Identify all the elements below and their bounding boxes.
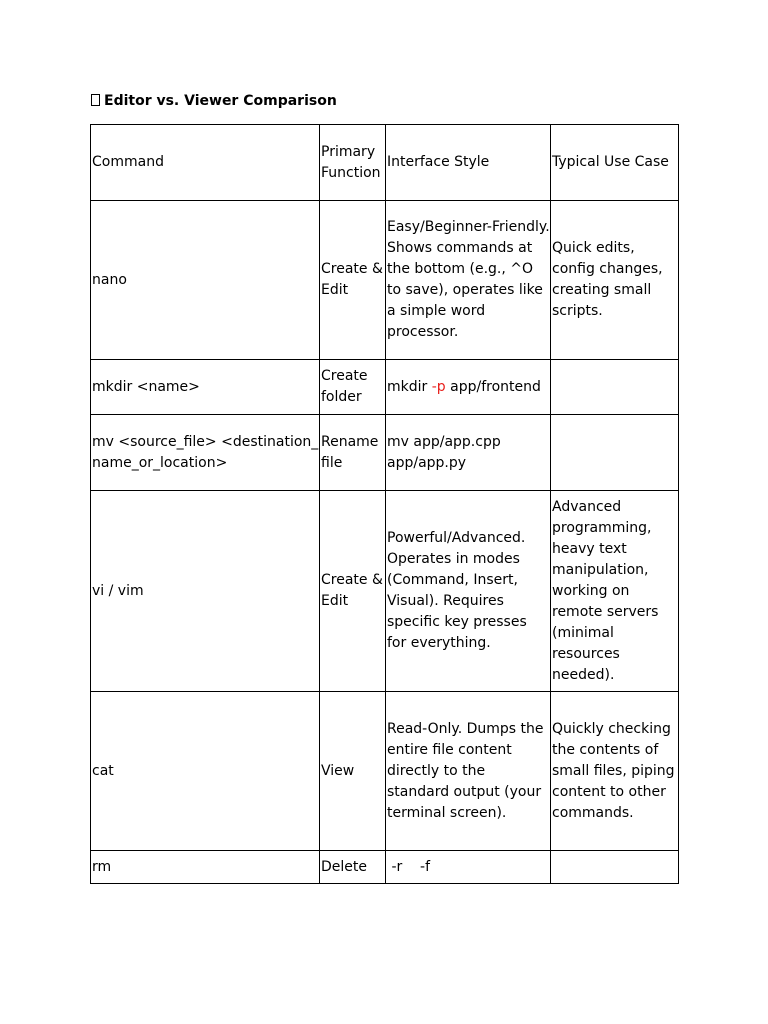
- cell-interface: [386, 360, 551, 415]
- unrendered-glyph-icon: [91, 94, 100, 106]
- cell-command: rm: [91, 851, 320, 884]
- comparison-table: [90, 124, 679, 884]
- cell-use-case: Quickly checking the contents of small files, piping content to other commands.: [551, 692, 679, 851]
- cell-use-case: [551, 360, 679, 415]
- interface-prefix: mkdir: [387, 378, 432, 395]
- cell-command: mv <source_file> <destination_name_or_location>: [91, 415, 320, 491]
- table-row: [91, 201, 679, 360]
- cell-command: vi / vim: [91, 491, 320, 692]
- table-row: [91, 360, 679, 415]
- cell-interface: Easy/Beginner-Friendly. Shows commands at the bottom (e.g., ^O to save), operates like a simple word processor.: [386, 201, 551, 360]
- section-heading: [91, 91, 337, 111]
- table-header-row: [91, 125, 679, 201]
- cell-interface: [386, 851, 551, 884]
- header-interface-style: Interface Style: [386, 125, 551, 201]
- table-row: [91, 851, 679, 884]
- cell-function: Rename file: [320, 415, 386, 491]
- cell-use-case: Advanced programming, heavy text manipulation, working on remote servers (minimal resources needed).: [551, 491, 679, 692]
- interface-flags: -r -f: [387, 858, 431, 875]
- interface-suffix: app/frontend: [445, 378, 541, 395]
- table-row: [91, 491, 679, 692]
- cell-function: Delete: [320, 851, 386, 884]
- flag-text: -p: [431, 378, 446, 395]
- table-row: [91, 415, 679, 491]
- heading-text: Editor vs. Viewer Comparison: [104, 93, 337, 109]
- cell-command: nano: [91, 201, 320, 360]
- header-primary-function: Primary Function: [320, 125, 386, 201]
- header-typical-use-case: Typical Use Case: [551, 125, 679, 201]
- cell-function: Create & Edit: [320, 491, 386, 692]
- cell-use-case: [551, 851, 679, 884]
- cell-interface: Read-Only. Dumps the entire file content directly to the standard output (your terminal screen).: [386, 692, 551, 851]
- cell-use-case: Quick edits, config changes, creating small scripts.: [551, 201, 679, 360]
- cell-function: Create & Edit: [320, 201, 386, 360]
- cell-command: mkdir <name>: [91, 360, 320, 415]
- table-row: [91, 692, 679, 851]
- cell-function: Create folder: [320, 360, 386, 415]
- cell-interface: mv app/app.cpp app/app.py: [386, 415, 551, 491]
- cell-interface: Powerful/Advanced. Operates in modes (Command, Insert, Visual). Requires specific key presses for everything.: [386, 491, 551, 692]
- cell-function: View: [320, 692, 386, 851]
- header-command: Command: [91, 125, 320, 201]
- cell-use-case: [551, 415, 679, 491]
- cell-command: cat: [91, 692, 320, 851]
